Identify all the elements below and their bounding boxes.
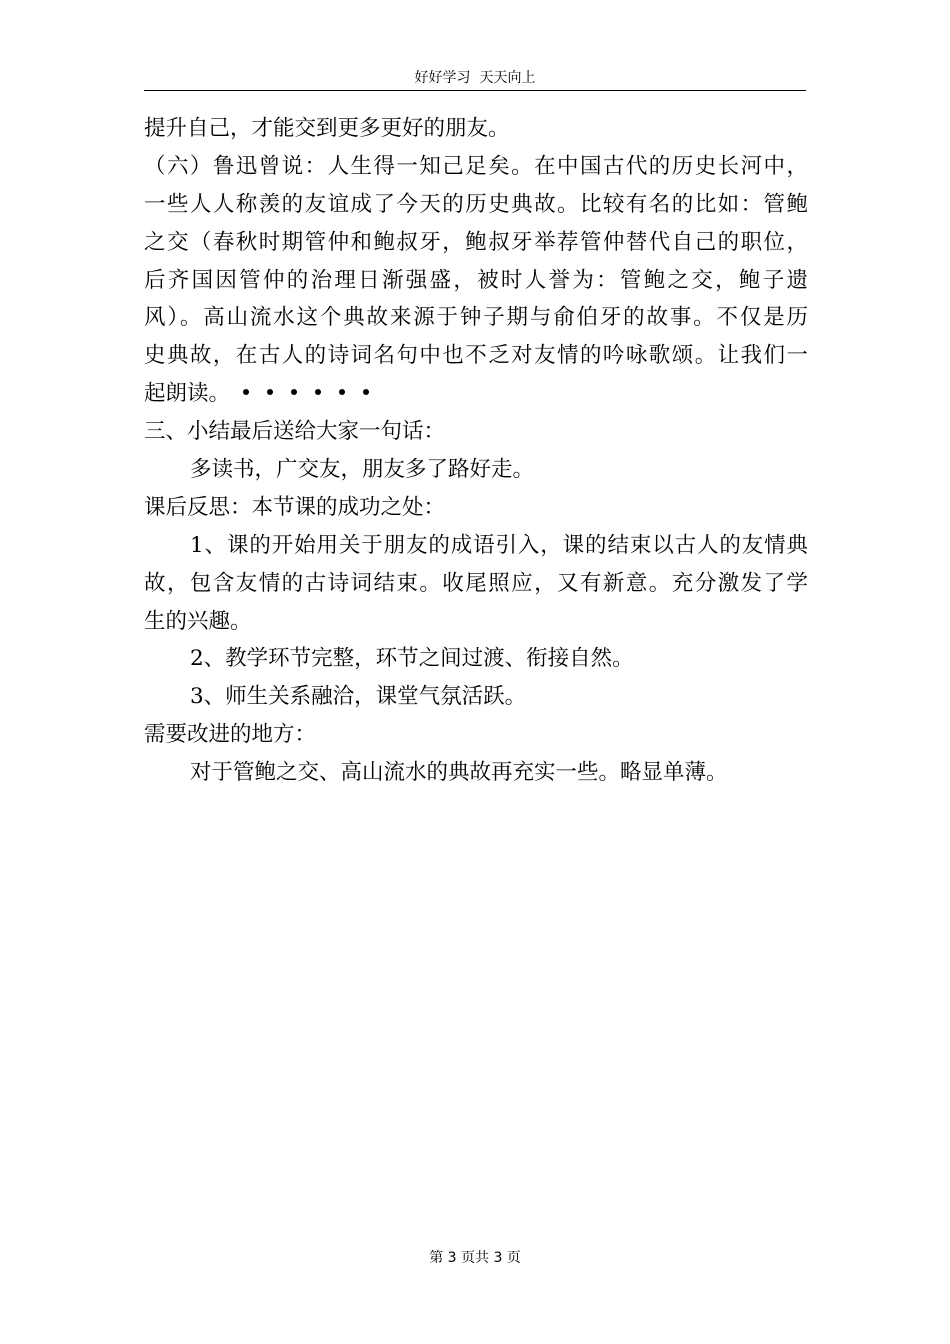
page-footer [0,1248,950,1268]
paragraph-line: 1、课的开始用关于朋友的成语引入，课的结束以古人的友情典 [190,532,808,558]
paragraph-line: 2、教学环节完整，环节之间过渡、衔接自然。 [190,646,634,672]
dot-icon [243,389,249,395]
paragraph-line: 史典故，在古人的诗词名句中也不乏对友情的吟咏歌颂。让我们一 [144,343,808,369]
paragraph-line: 生的兴趣。 [144,608,252,634]
dot-icon [363,389,369,395]
ellipsis-dots [234,375,378,413]
section-heading: 三、小结最后送给大家一句话： [144,419,446,445]
page-number-label: 第 3 页共 3 页 [429,1250,521,1266]
paragraph-line: 3、师生关系融洽，课堂气氛活跃。 [190,684,527,710]
section-heading: 需要改进的地方： [144,722,317,748]
paragraph-line: 故，包含友情的古诗词结束。收尾照应，又有新意。充分激发了学 [144,570,808,596]
document-body [144,110,808,792]
paragraph-line: 提升自己，才能交到更多更好的朋友。 [144,116,510,141]
paragraph-line-text: 起朗读。 [144,381,231,407]
paragraph-line-with-ellipsis [144,375,808,413]
page-header [144,68,806,91]
paragraph-line: 风）。高山流水这个典故来源于钟子期与俞伯牙的故事。不仅是历 [144,305,808,331]
paragraph-line: 一些人人称羡的友谊成了今天的历史典故。比较有名的比如：管鲍 [144,191,808,217]
dot-icon [291,389,297,395]
section-heading: 课后反思：本节课的成功之处： [144,494,446,520]
dot-icon [315,389,321,395]
paragraph-line: 多读书，广交友，朋友多了路好走。 [190,457,535,483]
header-text: 好好学习 天天向上 [414,70,536,86]
dot-icon [339,389,345,395]
paragraph-line: 之交（春秋时期管仲和鲍叔牙，鲍叔牙举荐管仲替代自己的职位， [144,229,808,255]
dot-icon [267,389,273,395]
paragraph-line: （六）鲁迅曾说：人生得一知己足矣。在中国古代的历史长河中， [144,153,808,179]
paragraph-line: 后齐国因管仲的治理日渐强盛，被时人誉为：管鲍之交，鲍子遗 [144,267,808,293]
paragraph-line: 对于管鲍之交、高山流水的典故再充实一些。略显单薄。 [190,760,728,786]
